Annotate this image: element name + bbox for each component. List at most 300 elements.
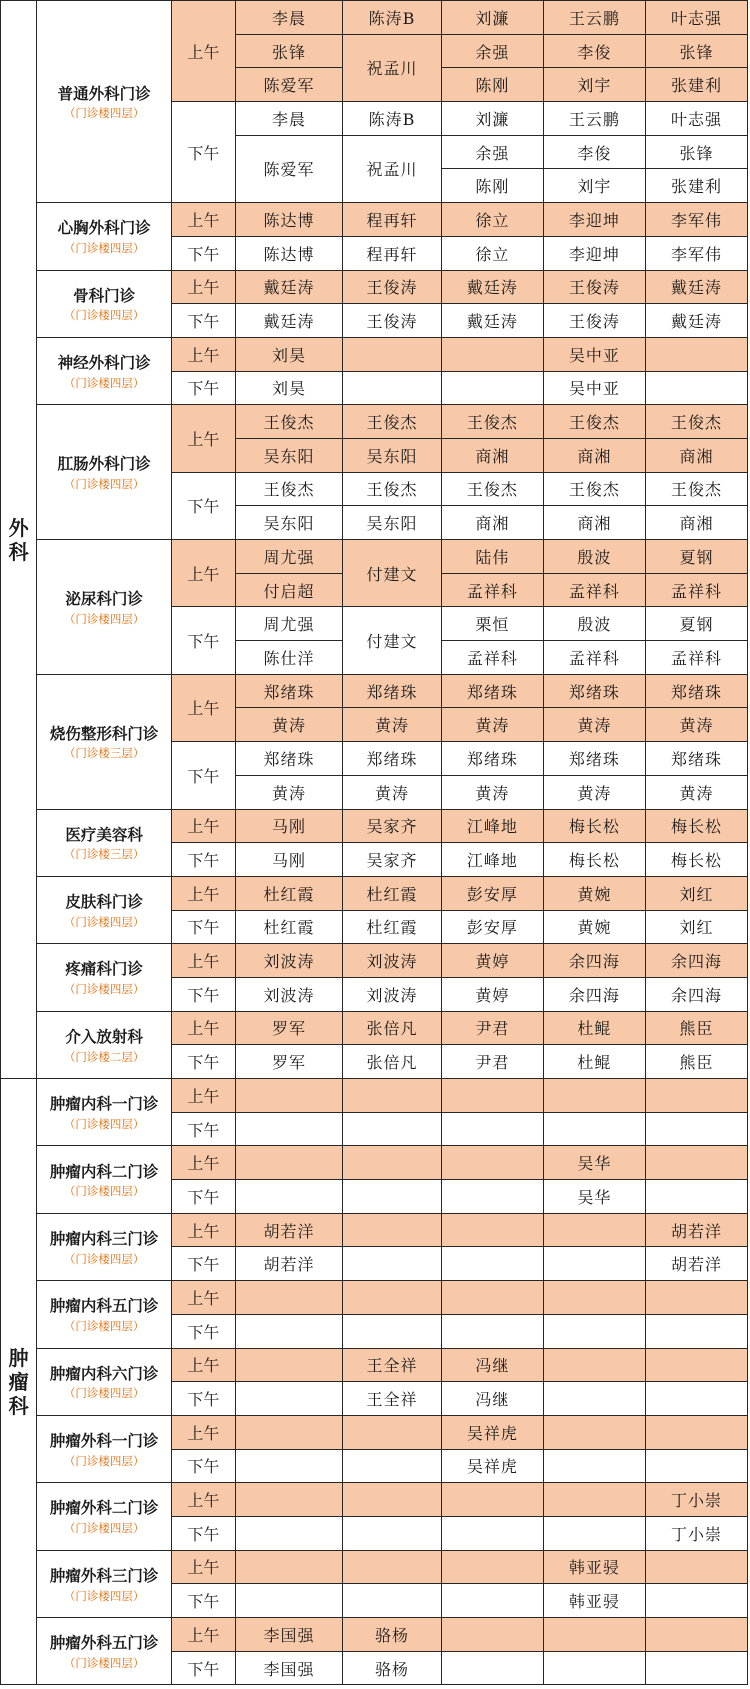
- doctor-cell: 韩亚骎: [543, 1550, 645, 1584]
- doctor-cell: 李迎坤: [543, 203, 645, 237]
- session-period: 上午: [172, 1618, 236, 1652]
- doctor-cell: [543, 1618, 645, 1652]
- session-period: 上午: [172, 1213, 236, 1247]
- session-period: 下午: [172, 1247, 236, 1281]
- doctor-cell: 王俊杰: [235, 405, 342, 439]
- doctor-cell: 戴廷涛: [645, 270, 747, 304]
- doctor-cell: 祝孟川: [343, 135, 442, 202]
- doctor-cell: [645, 1180, 747, 1214]
- session-period: 下午: [172, 1382, 236, 1416]
- doctor-cell: 陈爱军: [235, 135, 342, 202]
- doctor-cell: 韩亚骎: [543, 1584, 645, 1618]
- doctor-cell: [441, 1213, 543, 1247]
- doctor-cell: 孟祥科: [645, 641, 747, 675]
- schedule-row: [1, 1281, 748, 1315]
- doctor-cell: 刘波涛: [343, 977, 442, 1011]
- session-period: 下午: [172, 607, 236, 674]
- clinic-name: 肛肠外科门诊: [57, 455, 151, 474]
- schedule-row: [1, 1618, 748, 1652]
- doctor-cell: [343, 1112, 442, 1146]
- clinic-floor: （门诊楼四层）: [63, 1184, 145, 1199]
- doctor-cell: [441, 1180, 543, 1214]
- schedule-body: [1, 1, 748, 1685]
- schedule-row: [1, 1348, 748, 1382]
- doctor-cell: 尹君: [441, 1045, 543, 1079]
- doctor-cell: 王俊杰: [235, 472, 342, 506]
- doctor-cell: 陈达博: [235, 236, 342, 270]
- clinic-cell: [37, 1348, 172, 1415]
- clinic-name: 介入放射科: [65, 1027, 143, 1046]
- doctor-cell: 王俊杰: [441, 405, 543, 439]
- clinic-cell: [37, 809, 172, 876]
- doctor-cell: 张建利: [645, 169, 747, 203]
- session-period: 上午: [172, 1281, 236, 1315]
- doctor-cell: [343, 1180, 442, 1214]
- session-period: 上午: [172, 1146, 236, 1180]
- doctor-cell: 徐立: [441, 236, 543, 270]
- session-period: 上午: [172, 1011, 236, 1045]
- doctor-cell: 杜鲲: [543, 1011, 645, 1045]
- clinic-name: 肿瘤内科三门诊: [49, 1229, 159, 1248]
- doctor-cell: 杜红霞: [343, 876, 442, 910]
- doctor-cell: 彭安厚: [441, 910, 543, 944]
- clinic-cell: [37, 203, 172, 270]
- doctor-cell: 郑绪珠: [543, 674, 645, 708]
- schedule-row: [1, 405, 748, 439]
- clinic-floor: （门诊楼四层）: [63, 106, 145, 121]
- doctor-cell: [543, 1382, 645, 1416]
- doctor-cell: 王云鹏: [543, 1, 645, 35]
- session-period: 上午: [172, 270, 236, 304]
- doctor-cell: [441, 371, 543, 405]
- department-group-label: [1, 1079, 37, 1685]
- clinic-name: 泌尿科门诊: [65, 589, 143, 608]
- session-period: 下午: [172, 1651, 236, 1685]
- doctor-cell: [543, 1079, 645, 1113]
- session-period: 下午: [172, 102, 236, 203]
- doctor-cell: 李晨: [235, 1, 342, 35]
- doctor-cell: 戴廷涛: [441, 270, 543, 304]
- doctor-cell: [645, 1382, 747, 1416]
- doctor-cell: 郑绪珠: [235, 742, 342, 776]
- doctor-cell: 熊臣: [645, 1045, 747, 1079]
- doctor-cell: [543, 1112, 645, 1146]
- schedule-row: [1, 270, 748, 304]
- schedule-row: [1, 540, 748, 574]
- doctor-cell: 吴家齐: [343, 809, 442, 843]
- doctor-cell: 王俊杰: [543, 472, 645, 506]
- session-period: 下午: [172, 742, 236, 809]
- doctor-cell: 黄婉: [543, 876, 645, 910]
- doctor-cell: 殷波: [543, 607, 645, 641]
- clinic-name: 肿瘤外科三门诊: [49, 1566, 159, 1585]
- schedule-row: [1, 1146, 748, 1180]
- doctor-cell: [343, 1213, 442, 1247]
- session-period: 上午: [172, 809, 236, 843]
- session-period: 下午: [172, 1112, 236, 1146]
- doctor-cell: 付建文: [343, 607, 442, 674]
- clinic-cell: [37, 540, 172, 675]
- doctor-cell: [343, 1146, 442, 1180]
- doctor-cell: 郑绪珠: [343, 674, 442, 708]
- doctor-cell: 吴中亚: [543, 337, 645, 371]
- doctor-cell: 吴华: [543, 1180, 645, 1214]
- doctor-cell: 郑绪珠: [543, 742, 645, 776]
- doctor-cell: 余四海: [543, 977, 645, 1011]
- doctor-cell: [343, 1247, 442, 1281]
- doctor-cell: [645, 1449, 747, 1483]
- clinic-cell: [37, 1281, 172, 1348]
- clinic-cell: [37, 1550, 172, 1617]
- doctor-cell: 吴家齐: [343, 843, 442, 877]
- doctor-cell: 孟祥科: [441, 573, 543, 607]
- doctor-cell: 杜红霞: [343, 910, 442, 944]
- doctor-cell: 胡若洋: [645, 1247, 747, 1281]
- doctor-cell: 江峰地: [441, 843, 543, 877]
- doctor-cell: 郑绪珠: [441, 742, 543, 776]
- doctor-cell: 余四海: [645, 977, 747, 1011]
- doctor-cell: [441, 1079, 543, 1113]
- doctor-cell: [441, 1550, 543, 1584]
- doctor-cell: 余强: [441, 135, 543, 169]
- doctor-cell: 余四海: [543, 944, 645, 978]
- doctor-cell: 吴中亚: [543, 371, 645, 405]
- session-period: 上午: [172, 540, 236, 607]
- session-period: 上午: [172, 876, 236, 910]
- doctor-cell: [343, 1281, 442, 1315]
- doctor-cell: 胡若洋: [235, 1213, 342, 1247]
- session-period: 下午: [172, 236, 236, 270]
- doctor-cell: 张锋: [235, 34, 342, 68]
- schedule-row: [1, 1550, 748, 1584]
- doctor-cell: [235, 1112, 342, 1146]
- doctor-cell: [235, 1281, 342, 1315]
- doctor-cell: 刘红: [645, 910, 747, 944]
- schedule-row: [1, 1079, 748, 1113]
- doctor-cell: 熊臣: [645, 1011, 747, 1045]
- doctor-cell: [441, 1483, 543, 1517]
- doctor-cell: 刘濂: [441, 1, 543, 35]
- doctor-cell: 马刚: [235, 843, 342, 877]
- doctor-cell: [543, 1213, 645, 1247]
- doctor-cell: 梅长松: [543, 843, 645, 877]
- doctor-cell: 梅长松: [645, 843, 747, 877]
- doctor-cell: 刘红: [645, 876, 747, 910]
- doctor-cell: 陈达博: [235, 203, 342, 237]
- doctor-cell: [441, 1247, 543, 1281]
- session-period: 下午: [172, 472, 236, 539]
- clinic-name: 烧伤整形科门诊: [49, 724, 159, 743]
- doctor-cell: 李俊: [543, 135, 645, 169]
- doctor-cell: [543, 1651, 645, 1685]
- session-period: 下午: [172, 1180, 236, 1214]
- doctor-cell: 陈仕洋: [235, 641, 342, 675]
- schedule-row: [1, 1, 748, 35]
- doctor-cell: 戴廷涛: [235, 304, 342, 338]
- doctor-cell: 祝孟川: [343, 34, 442, 101]
- doctor-cell: [235, 1079, 342, 1113]
- clinic-floor: （门诊楼四层）: [63, 1521, 145, 1536]
- session-period: 下午: [172, 1045, 236, 1079]
- schedule-row: [1, 1483, 748, 1517]
- doctor-cell: 黄涛: [441, 775, 543, 809]
- doctor-cell: [235, 1516, 342, 1550]
- department-group-label: [1, 1, 37, 1079]
- doctor-cell: [441, 1584, 543, 1618]
- schedule-row: [1, 337, 748, 371]
- doctor-cell: 吴华: [543, 1146, 645, 1180]
- doctor-cell: [645, 1550, 747, 1584]
- doctor-cell: 刘宇: [543, 169, 645, 203]
- clinic-floor: （门诊楼四层）: [63, 611, 145, 626]
- doctor-cell: 夏钢: [645, 607, 747, 641]
- clinic-name: 心胸外科门诊: [57, 219, 151, 238]
- doctor-cell: [645, 1281, 747, 1315]
- doctor-cell: 郑绪珠: [235, 674, 342, 708]
- clinic-floor: （门诊楼四层）: [63, 241, 145, 256]
- clinic-cell: [37, 405, 172, 540]
- schedule-row: [1, 809, 748, 843]
- doctor-cell: [441, 1281, 543, 1315]
- doctor-cell: 商湘: [543, 438, 645, 472]
- doctor-cell: [343, 1449, 442, 1483]
- doctor-cell: 王俊涛: [543, 304, 645, 338]
- doctor-cell: 刘波涛: [343, 944, 442, 978]
- doctor-cell: 黄涛: [645, 775, 747, 809]
- session-period: 上午: [172, 674, 236, 741]
- doctor-cell: 商湘: [543, 506, 645, 540]
- doctor-cell: 黄涛: [235, 708, 342, 742]
- doctor-cell: [235, 1146, 342, 1180]
- doctor-cell: 黄婉: [543, 910, 645, 944]
- doctor-cell: [235, 1415, 342, 1449]
- clinic-floor: （门诊楼四层）: [63, 982, 145, 997]
- doctor-cell: [235, 1180, 342, 1214]
- clinic-cell: [37, 1011, 172, 1078]
- doctor-cell: 王俊杰: [441, 472, 543, 506]
- doctor-cell: 罗军: [235, 1045, 342, 1079]
- doctor-cell: [645, 1618, 747, 1652]
- doctor-cell: 陈刚: [441, 169, 543, 203]
- doctor-cell: 黄涛: [235, 775, 342, 809]
- doctor-cell: 罗军: [235, 1011, 342, 1045]
- session-period: 下午: [172, 977, 236, 1011]
- session-period: 下午: [172, 1449, 236, 1483]
- doctor-cell: 李军伟: [645, 203, 747, 237]
- clinic-floor: （门诊楼四层）: [63, 914, 145, 929]
- doctor-cell: 李俊: [543, 34, 645, 68]
- doctor-cell: [235, 1382, 342, 1416]
- doctor-cell: [441, 1112, 543, 1146]
- doctor-cell: 戴廷涛: [441, 304, 543, 338]
- session-period: 下午: [172, 910, 236, 944]
- doctor-cell: [645, 1651, 747, 1685]
- session-period: 下午: [172, 304, 236, 338]
- doctor-cell: 李军伟: [645, 236, 747, 270]
- session-period: 上午: [172, 405, 236, 472]
- clinic-cell: [37, 337, 172, 404]
- doctor-cell: 叶志强: [645, 102, 747, 136]
- clinic-name: 肿瘤外科二门诊: [49, 1499, 159, 1518]
- doctor-cell: 周尤强: [235, 540, 342, 574]
- doctor-cell: [645, 1415, 747, 1449]
- clinic-name: 肿瘤内科一门诊: [49, 1095, 159, 1114]
- schedule-row: [1, 674, 748, 708]
- doctor-cell: 张锋: [645, 135, 747, 169]
- doctor-cell: 王全祥: [343, 1382, 442, 1416]
- doctor-cell: 孟祥科: [645, 573, 747, 607]
- clinic-cell: [37, 674, 172, 809]
- doctor-cell: 王俊杰: [343, 405, 442, 439]
- doctor-cell: 刘昊: [235, 337, 342, 371]
- doctor-cell: 黄婷: [441, 977, 543, 1011]
- doctor-cell: 张倍凡: [343, 1011, 442, 1045]
- doctor-cell: 付启超: [235, 573, 342, 607]
- doctor-cell: 黄涛: [543, 775, 645, 809]
- doctor-cell: 周尤强: [235, 607, 342, 641]
- doctor-cell: 黄涛: [441, 708, 543, 742]
- clinic-name: 疼痛科门诊: [65, 960, 143, 979]
- doctor-cell: 尹君: [441, 1011, 543, 1045]
- doctor-cell: [235, 1550, 342, 1584]
- clinic-floor: （门诊楼四层）: [63, 1386, 145, 1401]
- clinic-floor: （门诊楼四层）: [63, 308, 145, 323]
- session-period: 上午: [172, 1483, 236, 1517]
- doctor-cell: [441, 1651, 543, 1685]
- session-period: 上午: [172, 337, 236, 371]
- doctor-cell: 刘宇: [543, 68, 645, 102]
- clinic-name: 皮肤科门诊: [65, 893, 143, 912]
- doctor-cell: 夏钢: [645, 540, 747, 574]
- schedule-row: [1, 1415, 748, 1449]
- doctor-cell: 刘濂: [441, 102, 543, 136]
- doctor-cell: [235, 1348, 342, 1382]
- doctor-cell: 胡若洋: [645, 1213, 747, 1247]
- session-period: 下午: [172, 371, 236, 405]
- doctor-cell: 郑绪珠: [343, 742, 442, 776]
- doctor-cell: [441, 1146, 543, 1180]
- doctor-cell: [543, 1314, 645, 1348]
- doctor-cell: 郑绪珠: [645, 674, 747, 708]
- doctor-cell: 刘波涛: [235, 977, 342, 1011]
- clinic-cell: [37, 1079, 172, 1146]
- doctor-cell: 丁小崇: [645, 1516, 747, 1550]
- doctor-cell: 胡若洋: [235, 1247, 342, 1281]
- doctor-cell: [343, 1516, 442, 1550]
- clinic-floor: （门诊楼三层）: [63, 847, 145, 862]
- session-period: 上午: [172, 944, 236, 978]
- doctor-cell: 刘昊: [235, 371, 342, 405]
- doctor-cell: 彭安厚: [441, 876, 543, 910]
- clinic-name: 肿瘤外科五门诊: [49, 1634, 159, 1653]
- doctor-cell: [645, 1314, 747, 1348]
- doctor-cell: 丁小崇: [645, 1483, 747, 1517]
- doctor-cell: [235, 1584, 342, 1618]
- doctor-cell: 李国强: [235, 1651, 342, 1685]
- clinic-cell: [37, 270, 172, 337]
- doctor-cell: [645, 1079, 747, 1113]
- doctor-cell: 梅长松: [645, 809, 747, 843]
- doctor-cell: 孟祥科: [543, 573, 645, 607]
- group-name: 肿瘤科: [8, 1345, 29, 1418]
- doctor-cell: 程再轩: [343, 203, 442, 237]
- clinic-cell: [37, 1618, 172, 1685]
- session-period: 下午: [172, 1314, 236, 1348]
- doctor-cell: 王俊杰: [645, 472, 747, 506]
- doctor-cell: 孟祥科: [441, 641, 543, 675]
- doctor-cell: [235, 1314, 342, 1348]
- session-period: 上午: [172, 203, 236, 237]
- clinic-cell: [37, 876, 172, 943]
- doctor-cell: 黄涛: [645, 708, 747, 742]
- doctor-cell: 黄涛: [343, 708, 442, 742]
- doctor-cell: [543, 1348, 645, 1382]
- doctor-cell: [343, 1550, 442, 1584]
- doctor-cell: [235, 1483, 342, 1517]
- clinic-floor: （门诊楼四层）: [63, 1319, 145, 1334]
- doctor-cell: 王俊杰: [543, 405, 645, 439]
- schedule-row: [1, 944, 748, 978]
- clinic-floor: （门诊楼四层）: [63, 1251, 145, 1266]
- doctor-cell: 吴东阳: [343, 438, 442, 472]
- doctor-cell: [343, 1415, 442, 1449]
- clinic-floor: （门诊楼四层）: [63, 1116, 145, 1131]
- clinic-name: 肿瘤内科二门诊: [49, 1162, 159, 1181]
- doctor-cell: [343, 1314, 442, 1348]
- doctor-cell: [543, 1516, 645, 1550]
- doctor-cell: 江峰地: [441, 809, 543, 843]
- session-period: 下午: [172, 1516, 236, 1550]
- doctor-cell: 栗恒: [441, 607, 543, 641]
- doctor-cell: 吴东阳: [343, 506, 442, 540]
- doctor-cell: 吴东阳: [235, 438, 342, 472]
- doctor-cell: 黄婷: [441, 944, 543, 978]
- doctor-cell: [235, 1449, 342, 1483]
- doctor-cell: [441, 1618, 543, 1652]
- session-period: 下午: [172, 843, 236, 877]
- clinic-name: 肿瘤内科六门诊: [49, 1364, 159, 1383]
- doctor-cell: [645, 1112, 747, 1146]
- doctor-cell: 程再轩: [343, 236, 442, 270]
- clinic-floor: （门诊楼三层）: [63, 746, 145, 761]
- doctor-cell: [543, 1415, 645, 1449]
- doctor-cell: 李晨: [235, 102, 342, 136]
- doctor-cell: 陈涛B: [343, 1, 442, 35]
- doctor-cell: 王俊涛: [543, 270, 645, 304]
- clinic-cell: [37, 1483, 172, 1550]
- doctor-cell: 杜红霞: [235, 910, 342, 944]
- doctor-cell: 陈爱军: [235, 68, 342, 102]
- schedule-row: [1, 1011, 748, 1045]
- clinic-name: 肿瘤内科五门诊: [49, 1297, 159, 1316]
- doctor-cell: 商湘: [441, 438, 543, 472]
- doctor-cell: 张倍凡: [343, 1045, 442, 1079]
- doctor-cell: 黄涛: [543, 708, 645, 742]
- session-period: 上午: [172, 1079, 236, 1113]
- doctor-cell: 吴东阳: [235, 506, 342, 540]
- doctor-cell: 李国强: [235, 1618, 342, 1652]
- doctor-cell: 付建文: [343, 540, 442, 607]
- doctor-cell: 骆杨: [343, 1618, 442, 1652]
- doctor-cell: 王俊涛: [343, 270, 442, 304]
- doctor-cell: 陈涛B: [343, 102, 442, 136]
- doctor-cell: 叶志强: [645, 1, 747, 35]
- doctor-cell: [645, 1348, 747, 1382]
- doctor-cell: [645, 371, 747, 405]
- doctor-cell: 冯继: [441, 1382, 543, 1416]
- doctor-cell: [343, 1584, 442, 1618]
- doctor-cell: 王全祥: [343, 1348, 442, 1382]
